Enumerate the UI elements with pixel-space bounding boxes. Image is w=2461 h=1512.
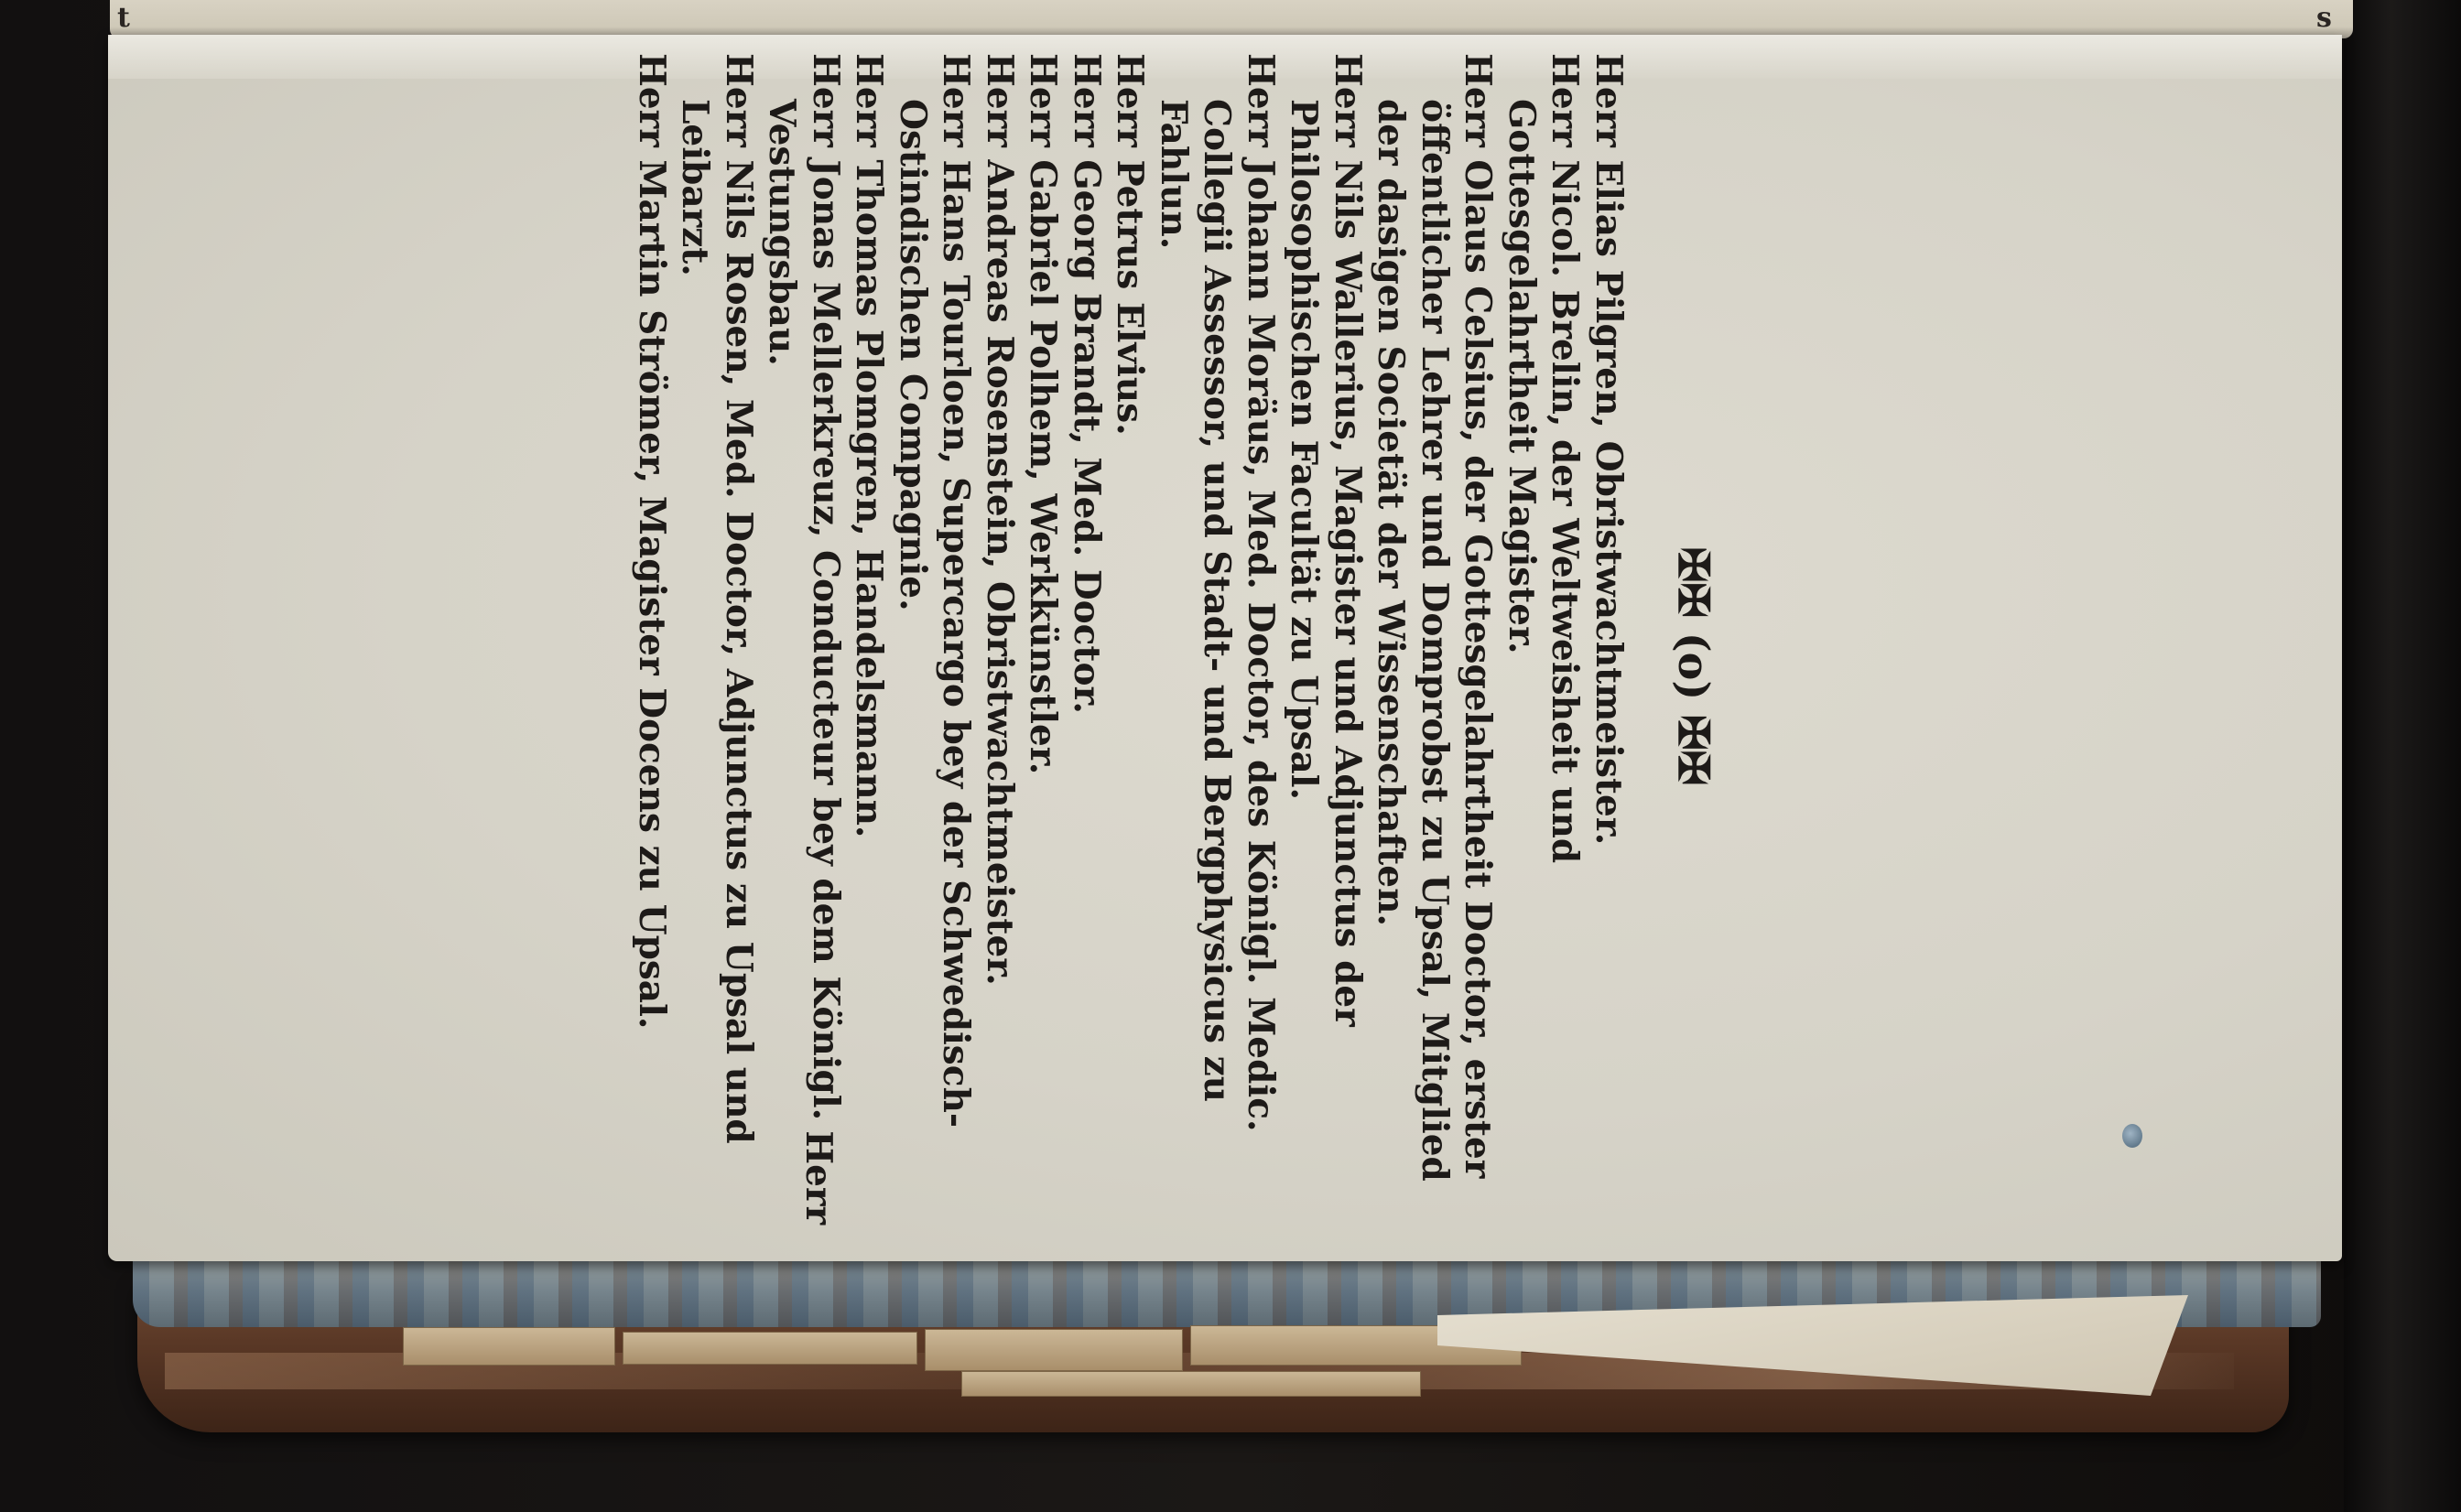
list-item: Herr Petrus Elvius. [1109,53,1152,436]
spine-strip [623,1332,917,1365]
list-item: Herr Georg Brandt, Med. Doctor. [1066,53,1108,714]
list-item: Herr Nicol. Brelin, der Weltweisheit und Gottesgelahrtheit Magister. [1501,53,1587,864]
list-item: Herr Elias Pilgren, Obristwachtmeister. [1588,53,1630,846]
list-item: Herr Nils Rosen, Med. Doctor, Adjunctus zu Upsal und Leibarzt. [674,53,760,1144]
list-item: Herr Hans Tourloen, Supercargo bey der Schwedisch-Ostindischen Compagnie. [892,53,978,1129]
prev-page-char-left: t [117,2,130,34]
blue-ink-dot [2122,1124,2142,1148]
list-item: Herr Gabriel Polhem, Werkkünstler. [1022,53,1065,775]
list-item: Herr Johann Moräus, Med. Doctor, des Königl. Medic. Collegii Assessor, und Stadt- und Bergphysicus zu Fahlun. [1153,53,1282,1132]
prev-page-char-right: s [2316,2,2332,34]
background-shadow [2344,0,2461,1512]
list-item: Herr Olaus Celsius, der Gottesgelahrtheit Doctor, erster öffentlicher Lehrer und Domprobst zu Upsal, Mitglied der dasigen Societät der Wissenschaften. [1370,53,1500,1182]
page-text-block [631,44,1726,1289]
spine-strip [925,1329,1183,1371]
page-header: ✠✠ (o) ✠✠ [1669,546,1718,786]
spine-strip [403,1327,615,1366]
list-item: Herr Martin Strömer, Magister Docens zu Upsal. [631,53,673,1030]
previous-page-sliver [110,0,2353,38]
member-list [630,53,1631,1197]
catchword: Herr [797,1130,840,1225]
list-item: Herr Nils Wallerius, Magister und Adjunctus der Philosophischen Facultät zu Upsal. [1283,53,1369,1027]
spine-strip [961,1371,1421,1397]
list-item: Herr Jonas Mellerkreuz, Conducteur bey dem Königl. Vestungsbau. [761,53,847,1121]
list-item: Herr Andreas Rosenstein, Obristwachtmeister. [979,53,1021,986]
list-item: Herr Thomas Plomgren, Handelsmann. [848,53,891,838]
